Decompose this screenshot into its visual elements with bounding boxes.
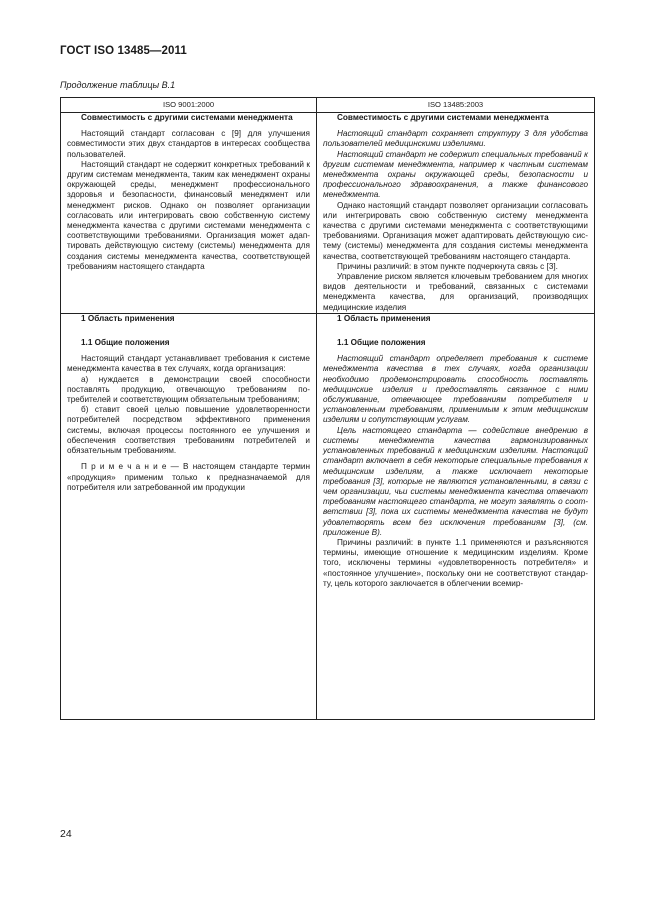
paragraph: Причины различий: в этом пункте подчеркнута связь с [3]. bbox=[337, 261, 558, 271]
table-header-row bbox=[61, 98, 595, 113]
note-label: П р и м е ч а н и е bbox=[81, 462, 167, 472]
document-header: ГОСТ ISO 13485—2011 bbox=[60, 45, 187, 57]
table-row bbox=[61, 113, 595, 314]
list-item: а) нуждается в демонстрации своей способности поставлять продукцию, отвечающую требованиям потребителей и соответствующим обязательным требованиям; bbox=[67, 374, 310, 405]
subsection-heading: 1.1 Общие положения bbox=[81, 338, 170, 348]
section-heading: 1 Область применения bbox=[81, 313, 175, 323]
list-item: б) ставит своей целью повышение удовлетворенности потребителей посредством эффективного применения системы, включая процессы постоянного ее улучшения и обеспечения соответствия требованиям потребителей и обязательным требованиям. bbox=[67, 405, 310, 456]
section-heading: Совместимость с другими системами менеджмента bbox=[81, 113, 293, 122]
column-header-iso9001: ISO 9001:2000 bbox=[61, 98, 317, 113]
table-row bbox=[61, 313, 595, 719]
paragraph: Настоящий стандарт сохраняет структуру 3 для удобства пользователей медицинскими изделиями. bbox=[323, 129, 588, 149]
paragraph: Управление риском является ключевым требованием для многих видов деятельности и требований, связанных с системами менеджмента качества, для организаций, производящих медицинские изделия bbox=[323, 272, 588, 312]
cell-compatibility-iso13485 bbox=[317, 113, 595, 314]
paragraph: Настоящий стандарт устанавливает требования к системе менеджмента качества в тех случаях, когда организация: bbox=[67, 354, 310, 374]
paragraph: Настоящий стандарт согласован с [9] для улучшения совместимости этих двух стандартов в интересах сообщества пользователей. bbox=[67, 129, 310, 159]
cell-compatibility-iso9001 bbox=[61, 113, 317, 314]
note-paragraph bbox=[67, 462, 310, 493]
comparison-table bbox=[60, 97, 595, 720]
note-text: — В настоящем стандарте термин «продукция» применим только к предназначаемой для потребителя или затребованной им продукции bbox=[67, 462, 310, 492]
paragraph: Настоящий стандарт не содержит специальных требований к другим системам менеджмента, например к частным системам менеджмента охраны окружающей среды, безопасности и профессионального здравоохранения, а также финансового менеджмента. bbox=[323, 149, 588, 200]
page-number: 24 bbox=[60, 828, 72, 840]
paragraph: Настоящий стандарт не содержит конкретных требований к другим системам менеджмента, таким как менеджмент охраны окружающей среды, менеджмент профессионального здоровья и безопасности, финансовый менеджмент или менеджмент рисков. Однако он позволяет организации согласовать или интегрировать свою собственную систему менеджмента качества с другими системами менеджмента с соответствующими требованиями. Организация может адаптировать действующую систему (системы) менеджмента для создания системы менеджмента качества, соответствующей требованиям настоящего стандарта bbox=[67, 159, 310, 271]
paragraph: Настоящий стандарт определяет требования к системе менеджмента качества в тех случаях, когда организации необходимо продемонстрировать способность поставлять медицинские изделия и предоставлять связанное с ними обслуживание, отвечающее требованиям потребителя и установленным требованиям, применимым к этим медицинским изделиям и сопутствующим услугам. bbox=[323, 354, 588, 425]
section-heading: Совместимость с другими системами менеджмента bbox=[337, 113, 549, 122]
column-header-iso13485: ISO 13485:2003 bbox=[317, 98, 595, 113]
table-caption: Продолжение таблицы В.1 bbox=[60, 80, 176, 90]
cell-scope-iso13485 bbox=[317, 313, 595, 719]
paragraph: Однако настоящий стандарт позволяет организации согласовать или интегрировать свою собственную систему менеджмента качества с другими системами менеджмента с соответствующими требованиями. Организация может адаптировать действующую систему (системы) менеджмента для создания системы менеджмента качества, соответствующей требованиям настоящего стандарта. bbox=[323, 200, 588, 261]
subsection-heading: 1.1 Общие положения bbox=[337, 338, 426, 348]
paragraph: Цель настоящего стандарта — содействие внедрению в системы менеджмента качества гармонизированных установленных требований к медицинским изделиям. Настоящий стандарт включает в себя некоторые специальные требования к медицинским изделиям, а также исключает некоторые требования [3], которые не являются установленными, в связи с чем организации, чьи системы менеджмента качества отвечают требованиям настоящего стандарта, не могут заявлять о соответствии [3], пока их системы менеджмента качества не будут удовлетворять всем без исключения требованиям [3], (см. приложение В). bbox=[323, 425, 588, 537]
cell-scope-iso9001 bbox=[61, 313, 317, 719]
section-heading: 1 Область применения bbox=[337, 313, 431, 323]
paragraph: Причины различий: в пункте 1.1 применяются и разъясняются термины, имеющие отношение к медицинским изделиям. Кроме того, исключены термины «удовлетворенность потребителя» и «постоянное улучшение», поскольку они не соответствуют стандарту, цель которого заключается в облегчении всемир- bbox=[323, 537, 588, 588]
